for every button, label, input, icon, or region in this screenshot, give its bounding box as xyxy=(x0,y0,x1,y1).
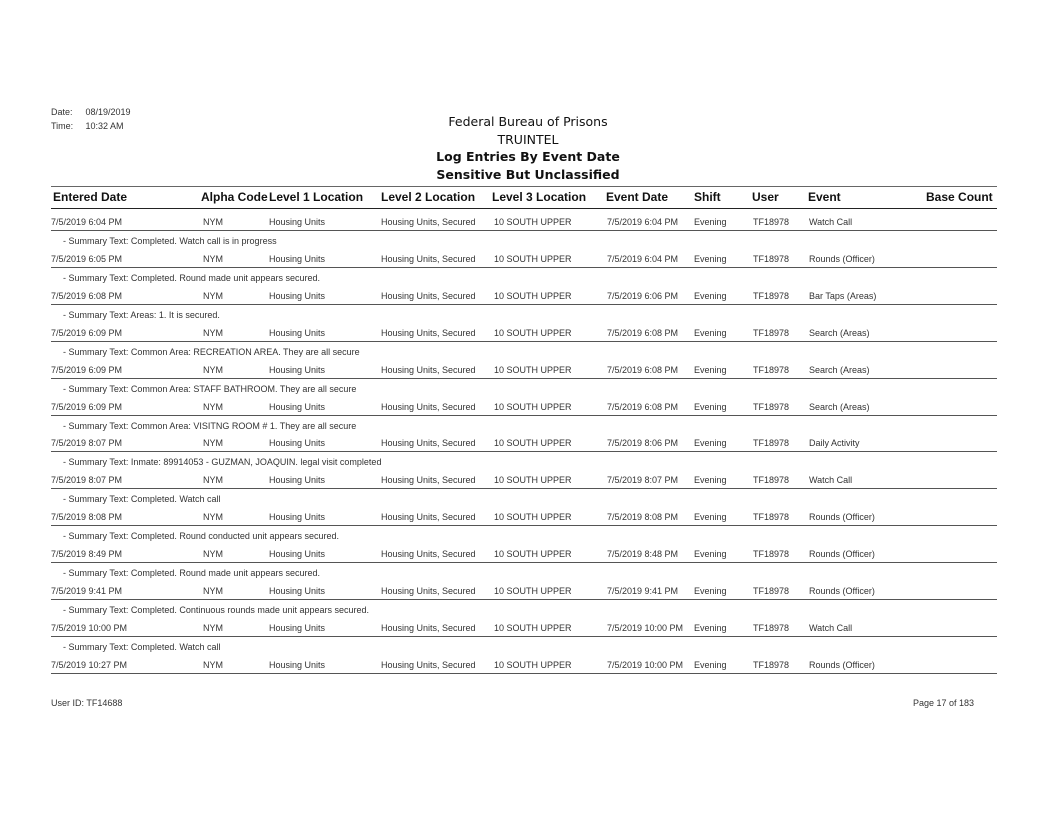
cell-level2-location: Housing Units, Secured xyxy=(381,549,476,560)
col-alpha-code: Alpha Code xyxy=(201,190,268,204)
row-summary-text: - Summary Text: Completed. Round made unit appears secured. xyxy=(63,272,320,283)
table-row xyxy=(51,249,997,286)
cell-shift: Evening xyxy=(694,364,727,375)
row-summary-text: - Summary Text: Completed. Round conducted unit appears secured. xyxy=(63,531,339,542)
row-divider xyxy=(51,341,997,342)
cell-shift: Evening xyxy=(694,290,727,301)
cell-level1-location: Housing Units xyxy=(269,364,326,375)
cell-shift: Evening xyxy=(694,512,727,523)
cell-level2-location: Housing Units, Secured xyxy=(381,364,476,375)
cell-level3-location: 10 SOUTH UPPER xyxy=(494,475,572,486)
cell-event: Rounds (Officer) xyxy=(809,549,875,560)
cell-level3-location: 10 SOUTH UPPER xyxy=(494,549,572,560)
cell-user: TF18978 xyxy=(753,364,790,375)
row-summary-text: - Summary Text: Completed. Watch call xyxy=(63,494,221,505)
cell-event-date: 7/5/2019 9:41 PM xyxy=(607,586,679,596)
col-shift: Shift xyxy=(694,190,721,204)
cell-level3-location: 10 SOUTH UPPER xyxy=(494,622,572,633)
cell-event: Watch Call xyxy=(809,622,853,633)
table-row xyxy=(51,507,997,544)
cell-user: TF18978 xyxy=(753,401,790,412)
cell-level3-location: 10 SOUTH UPPER xyxy=(494,659,572,670)
cell-level3-location: 10 SOUTH UPPER xyxy=(494,438,572,449)
footer-user-value: TF14688 xyxy=(86,698,123,708)
cell-event-date: 7/5/2019 8:06 PM xyxy=(607,438,679,449)
cell-event-date: 7/5/2019 6:08 PM xyxy=(607,327,679,338)
cell-event: Search (Areas) xyxy=(809,364,870,375)
cell-event: Rounds (Officer) xyxy=(809,512,875,523)
cell-event-date: 7/5/2019 6:06 PM xyxy=(607,290,679,301)
cell-level1-location: Housing Units xyxy=(269,512,326,523)
cell-level3-location: 10 SOUTH UPPER xyxy=(494,217,572,227)
cell-level2-location: Housing Units, Secured xyxy=(381,253,476,264)
cell-level3-location: 10 SOUTH UPPER xyxy=(494,364,572,375)
cell-entered-date: 7/5/2019 6:09 PM xyxy=(51,327,123,338)
cell-alpha-code: NYM xyxy=(203,438,223,449)
cell-level1-location: Housing Units xyxy=(269,475,326,486)
report-title-block xyxy=(0,113,1056,183)
footer-user-label: User ID: xyxy=(51,698,85,708)
cell-shift: Evening xyxy=(694,659,727,670)
table-row xyxy=(51,212,997,249)
table-row xyxy=(51,470,997,507)
cell-event: Bar Taps (Areas) xyxy=(809,290,877,301)
cell-event: Rounds (Officer) xyxy=(809,253,875,264)
row-summary-text: - Summary Text: Completed. Watch call xyxy=(63,641,221,652)
cell-entered-date: 7/5/2019 6:08 PM xyxy=(51,290,123,301)
row-divider xyxy=(51,415,997,416)
cell-shift: Evening xyxy=(694,438,727,449)
cell-level1-location: Housing Units xyxy=(269,438,326,449)
row-summary-text: - Summary Text: Common Area: RECREATION AREA. They are all secure xyxy=(63,346,360,357)
cell-alpha-code: NYM xyxy=(203,475,223,486)
cell-level2-location: Housing Units, Secured xyxy=(381,512,476,523)
cell-level2-location: Housing Units, Secured xyxy=(381,438,476,449)
date-value: 08/19/2019 xyxy=(85,107,131,117)
report-title: Log Entries By Event Date xyxy=(436,149,620,164)
cell-user: TF18978 xyxy=(753,549,790,560)
row-summary-text: - Summary Text: Completed. Round made unit appears secured. xyxy=(63,568,320,579)
cell-event: Rounds (Officer) xyxy=(809,659,875,670)
table-row xyxy=(51,360,997,397)
cell-level2-location: Housing Units, Secured xyxy=(381,475,476,486)
cell-level2-location: Housing Units, Secured xyxy=(381,622,476,633)
header-bottom-rule xyxy=(51,208,997,209)
row-divider xyxy=(51,378,997,379)
table-row xyxy=(51,618,997,655)
cell-level1-location: Housing Units xyxy=(269,659,326,670)
cell-event: Daily Activity xyxy=(809,438,860,449)
row-summary-text: - Summary Text: Common Area: VISITNG ROOM # 1. They are all secure xyxy=(63,420,357,431)
cell-level1-location: Housing Units xyxy=(269,549,326,560)
cell-entered-date: 7/5/2019 8:07 PM xyxy=(51,438,123,449)
cell-level2-location: Housing Units, Secured xyxy=(381,586,476,596)
cell-level2-location: Housing Units, Secured xyxy=(381,327,476,338)
cell-level1-location: Housing Units xyxy=(269,327,326,338)
table-row xyxy=(51,581,997,618)
cell-shift: Evening xyxy=(694,401,727,412)
row-summary-text: - Summary Text: Completed. Continuous rounds made unit appears secured. xyxy=(63,605,369,615)
cell-level3-location: 10 SOUTH UPPER xyxy=(494,512,572,523)
cell-level2-location: Housing Units, Secured xyxy=(381,401,476,412)
cell-user: TF18978 xyxy=(753,659,790,670)
cell-alpha-code: NYM xyxy=(203,253,223,264)
cell-alpha-code: NYM xyxy=(203,622,223,633)
date-label: Date: xyxy=(51,107,73,117)
row-divider xyxy=(51,525,997,526)
cell-entered-date: 7/5/2019 8:07 PM xyxy=(51,475,123,486)
cell-entered-date: 7/5/2019 6:05 PM xyxy=(51,253,123,264)
cell-alpha-code: NYM xyxy=(203,659,223,670)
cell-alpha-code: NYM xyxy=(203,327,223,338)
cell-level3-location: 10 SOUTH UPPER xyxy=(494,327,572,338)
col-base-count: Base Count xyxy=(926,190,993,204)
table-row xyxy=(51,286,997,323)
row-divider xyxy=(51,451,997,452)
classification: Sensitive But Unclassified xyxy=(436,166,620,182)
col-entered-date: Entered Date xyxy=(53,190,128,204)
cell-entered-date: 7/5/2019 10:27 PM xyxy=(51,659,128,670)
cell-level1-location: Housing Units xyxy=(269,290,326,301)
org-name: Federal Bureau of Prisons xyxy=(448,114,608,129)
cell-user: TF18978 xyxy=(753,253,790,264)
col-level1-location: Level 1 Location xyxy=(269,190,364,204)
cell-level1-location: Housing Units xyxy=(269,217,326,227)
row-summary-text: - Summary Text: Common Area: STAFF BATHROOM. They are all secure xyxy=(63,383,357,394)
cell-entered-date: 7/5/2019 8:08 PM xyxy=(51,512,123,523)
page-number: Page 17 of 183 xyxy=(912,698,974,708)
cell-alpha-code: NYM xyxy=(203,401,223,412)
table-row xyxy=(51,544,997,581)
col-level2-location: Level 2 Location xyxy=(381,190,476,204)
row-divider xyxy=(51,488,997,489)
cell-event-date: 7/5/2019 8:07 PM xyxy=(607,475,679,486)
cell-event-date: 7/5/2019 8:08 PM xyxy=(607,512,679,523)
row-summary-text: - Summary Text: Inmate: 89914053 - GUZMAN, JOAQUIN. legal visit completed xyxy=(63,457,382,468)
cell-user: TF18978 xyxy=(753,438,790,449)
cell-level1-location: Housing Units xyxy=(269,401,326,412)
cell-user: TF18978 xyxy=(753,512,790,523)
cell-alpha-code: NYM xyxy=(203,290,223,301)
cell-user: TF18978 xyxy=(753,217,790,227)
col-level3-location: Level 3 Location xyxy=(492,190,587,204)
row-divider xyxy=(51,599,997,600)
cell-user: TF18978 xyxy=(753,475,790,486)
row-divider xyxy=(51,230,997,231)
cell-event-date: 7/5/2019 8:48 PM xyxy=(607,549,679,560)
row-divider xyxy=(51,673,997,674)
cell-level2-location: Housing Units, Secured xyxy=(381,217,476,227)
cell-alpha-code: NYM xyxy=(203,217,223,227)
footer-user xyxy=(51,698,122,708)
cell-alpha-code: NYM xyxy=(203,549,223,560)
header-top-rule xyxy=(51,186,997,187)
cell-entered-date: 7/5/2019 8:49 PM xyxy=(51,549,123,560)
cell-alpha-code: NYM xyxy=(203,364,223,375)
cell-level3-location: 10 SOUTH UPPER xyxy=(494,586,572,596)
cell-level2-location: Housing Units, Secured xyxy=(381,659,476,670)
row-divider xyxy=(51,304,997,305)
row-summary-text: - Summary Text: Completed. Watch call is in progress xyxy=(63,236,277,246)
time-label: Time: xyxy=(51,121,74,131)
cell-level1-location: Housing Units xyxy=(269,622,326,633)
table-row xyxy=(51,323,997,360)
cell-event-date: 7/5/2019 6:04 PM xyxy=(607,253,679,264)
cell-user: TF18978 xyxy=(753,586,790,596)
table-row xyxy=(51,397,997,434)
cell-event-date: 7/5/2019 6:08 PM xyxy=(607,401,679,412)
row-summary-text: - Summary Text: Areas: 1. It is secured. xyxy=(63,309,220,320)
cell-user: TF18978 xyxy=(753,622,790,633)
cell-shift: Evening xyxy=(694,549,727,560)
cell-level3-location: 10 SOUTH UPPER xyxy=(494,253,572,264)
time-value: 10:32 AM xyxy=(85,121,124,131)
cell-shift: Evening xyxy=(694,253,727,264)
cell-shift: Evening xyxy=(694,217,727,227)
cell-event: Search (Areas) xyxy=(809,327,870,338)
cell-level3-location: 10 SOUTH UPPER xyxy=(494,401,572,412)
cell-event-date: 7/5/2019 10:00 PM xyxy=(607,659,684,670)
cell-event: Rounds (Officer) xyxy=(809,586,875,596)
cell-alpha-code: NYM xyxy=(203,512,223,523)
cell-shift: Evening xyxy=(694,475,727,486)
cell-event: Watch Call xyxy=(809,217,853,227)
cell-event-date: 7/5/2019 6:08 PM xyxy=(607,364,679,375)
cell-event-date: 7/5/2019 10:00 PM xyxy=(607,622,684,633)
cell-level1-location: Housing Units xyxy=(269,253,326,264)
col-event: Event xyxy=(808,190,841,204)
cell-event: Search (Areas) xyxy=(809,401,870,412)
cell-entered-date: 7/5/2019 10:00 PM xyxy=(51,622,128,633)
cell-event: Watch Call xyxy=(809,475,853,486)
cell-level2-location: Housing Units, Secured xyxy=(381,290,476,301)
table-row xyxy=(51,655,997,692)
cell-event-date: 7/5/2019 6:04 PM xyxy=(607,217,679,227)
col-event-date: Event Date xyxy=(606,190,669,204)
row-divider xyxy=(51,267,997,268)
cell-alpha-code: NYM xyxy=(203,586,223,596)
cell-entered-date: 7/5/2019 6:04 PM xyxy=(51,217,123,227)
cell-shift: Evening xyxy=(694,622,727,633)
cell-level3-location: 10 SOUTH UPPER xyxy=(494,290,572,301)
cell-user: TF18978 xyxy=(753,290,790,301)
cell-shift: Evening xyxy=(694,327,727,338)
col-user: User xyxy=(752,190,779,204)
row-divider xyxy=(51,636,997,637)
row-divider xyxy=(51,562,997,563)
cell-entered-date: 7/5/2019 6:09 PM xyxy=(51,364,123,375)
cell-entered-date: 7/5/2019 9:41 PM xyxy=(51,586,123,596)
table-row xyxy=(51,433,997,470)
cell-level1-location: Housing Units xyxy=(269,586,326,596)
cell-user: TF18978 xyxy=(753,327,790,338)
cell-shift: Evening xyxy=(694,586,727,596)
system-name: TRUINTEL xyxy=(497,131,559,147)
cell-entered-date: 7/5/2019 6:09 PM xyxy=(51,401,123,412)
